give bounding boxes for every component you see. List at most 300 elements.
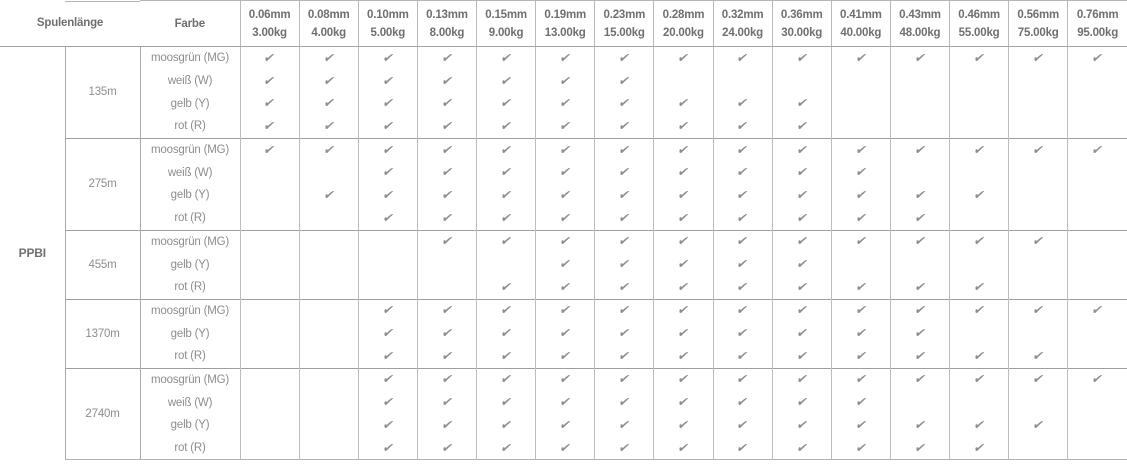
availability-cell-checked	[713, 184, 772, 207]
check-icon: ✔	[972, 440, 987, 455]
diameter-label: 0.76mm	[1076, 8, 1119, 21]
table-row	[0, 207, 1127, 230]
strength-label: 75.00kg	[1017, 26, 1059, 39]
availability-cell-checked	[831, 345, 890, 368]
availability-cell-empty	[240, 391, 299, 414]
check-icon: ✔	[735, 326, 750, 341]
availability-cell-checked	[831, 138, 890, 161]
availability-cell-checked	[831, 161, 890, 184]
availability-cell-checked	[772, 47, 831, 70]
check-icon: ✔	[1031, 142, 1046, 157]
availability-cell-checked	[772, 345, 831, 368]
check-icon: ✔	[499, 73, 514, 88]
availability-cell-empty	[299, 207, 358, 230]
check-icon: ✔	[676, 440, 691, 455]
check-icon: ✔	[676, 303, 691, 318]
availability-cell-empty	[299, 368, 358, 391]
availability-cell-checked	[1009, 368, 1068, 391]
check-icon: ✔	[972, 142, 987, 157]
series-label: PPBI	[18, 246, 46, 261]
availability-cell-checked	[950, 299, 1009, 322]
strength-label: 20.00kg	[663, 26, 704, 39]
availability-cell-checked	[890, 207, 949, 230]
availability-cell-checked	[595, 437, 654, 460]
check-icon: ✔	[794, 303, 809, 318]
color-label-cell: rot (R)	[140, 437, 240, 460]
availability-cell-checked	[1009, 345, 1068, 368]
availability-cell-empty	[299, 299, 358, 322]
availability-cell-checked	[1068, 299, 1127, 322]
check-icon: ✔	[794, 165, 809, 180]
check-icon: ✔	[854, 440, 868, 455]
strength-label: 48.00kg	[899, 26, 941, 39]
check-icon: ✔	[735, 118, 750, 133]
availability-cell-empty	[1009, 70, 1068, 93]
availability-cell-checked	[713, 276, 772, 299]
availability-cell-checked	[477, 230, 536, 253]
check-icon: ✔	[794, 210, 809, 225]
check-icon: ✔	[381, 187, 395, 202]
check-icon: ✔	[794, 395, 809, 410]
availability-cell-checked	[240, 70, 299, 93]
availability-cell-checked	[772, 276, 831, 299]
check-icon: ✔	[972, 417, 987, 432]
check-icon: ✔	[972, 348, 987, 363]
check-icon: ✔	[913, 303, 927, 318]
availability-cell-empty	[950, 115, 1009, 138]
check-icon: ✔	[381, 73, 395, 88]
availability-cell-empty	[950, 253, 1009, 276]
availability-cell-empty	[240, 253, 299, 276]
check-icon: ✔	[854, 165, 868, 180]
availability-cell-empty	[1068, 414, 1127, 437]
check-icon: ✔	[617, 303, 632, 318]
table-row	[0, 253, 1127, 276]
diameter-label: 0.08mm	[307, 8, 350, 21]
column-header-diameter-0.32mm	[713, 1, 772, 47]
check-icon: ✔	[617, 187, 632, 202]
check-icon: ✔	[440, 50, 454, 65]
check-icon: ✔	[854, 372, 868, 387]
strength-label: 5.00kg	[370, 26, 406, 39]
availability-cell-empty	[831, 115, 890, 138]
availability-cell-empty	[358, 230, 417, 253]
check-icon: ✔	[1090, 142, 1105, 157]
availability-cell-checked	[772, 414, 831, 437]
check-icon: ✔	[617, 279, 632, 294]
availability-cell-checked	[831, 207, 890, 230]
availability-cell-checked	[358, 70, 417, 93]
availability-cell-empty	[240, 207, 299, 230]
check-icon: ✔	[676, 50, 691, 65]
availability-cell-checked	[358, 161, 417, 184]
availability-cell-checked	[299, 47, 358, 70]
check-icon: ✔	[1031, 50, 1046, 65]
availability-cell-checked	[772, 230, 831, 253]
check-icon: ✔	[913, 348, 927, 363]
availability-cell-checked	[654, 391, 713, 414]
color-label-cell: weiß (W)	[140, 70, 240, 93]
column-header-diameter-0.46mm	[950, 1, 1009, 47]
spool-length-cell: 275m	[65, 138, 140, 230]
check-icon: ✔	[499, 348, 514, 363]
availability-cell-empty	[654, 70, 713, 93]
availability-cell-checked	[358, 345, 417, 368]
color-label-cell: moosgrün (MG)	[140, 368, 240, 391]
check-icon: ✔	[794, 348, 809, 363]
availability-cell-checked	[358, 138, 417, 161]
availability-cell-checked	[536, 115, 595, 138]
strength-label: 8.00kg	[429, 26, 465, 39]
availability-cell-empty	[831, 70, 890, 93]
availability-cell-checked	[654, 414, 713, 437]
check-icon: ✔	[1090, 372, 1105, 387]
availability-cell-checked	[713, 299, 772, 322]
availability-cell-checked	[536, 391, 595, 414]
check-icon: ✔	[735, 348, 750, 363]
availability-cell-checked	[477, 184, 536, 207]
availability-cell-checked	[358, 368, 417, 391]
check-icon: ✔	[913, 440, 927, 455]
availability-cell-checked	[358, 391, 417, 414]
availability-cell-empty	[1009, 184, 1068, 207]
availability-cell-checked	[417, 368, 476, 391]
check-icon: ✔	[617, 96, 632, 111]
check-icon: ✔	[440, 210, 454, 225]
check-icon: ✔	[735, 372, 750, 387]
column-header-diameter-0.06mm	[240, 1, 299, 47]
availability-cell-checked	[654, 184, 713, 207]
availability-cell-checked	[477, 299, 536, 322]
column-header-spool-length: Spulenlänge	[0, 1, 140, 47]
check-icon: ✔	[972, 234, 987, 249]
column-header-color: Farbe	[140, 1, 240, 47]
check-icon: ✔	[617, 440, 632, 455]
check-icon: ✔	[794, 257, 809, 272]
check-icon: ✔	[735, 165, 750, 180]
availability-cell-checked	[890, 230, 949, 253]
availability-cell-empty	[1068, 184, 1127, 207]
check-icon: ✔	[794, 234, 809, 249]
table-row	[0, 299, 1127, 322]
table-row	[0, 414, 1127, 437]
check-icon: ✔	[617, 118, 632, 133]
availability-cell-checked	[713, 322, 772, 345]
check-icon: ✔	[499, 440, 514, 455]
availability-cell-checked	[477, 207, 536, 230]
availability-cell-checked	[417, 322, 476, 345]
availability-cell-checked	[950, 414, 1009, 437]
availability-cell-checked	[831, 299, 890, 322]
availability-cell-checked	[713, 230, 772, 253]
diameter-label: 0.28mm	[662, 8, 705, 21]
spool-length-cell: 2740m	[65, 368, 140, 460]
availability-cell-empty	[890, 391, 949, 414]
check-icon: ✔	[617, 348, 632, 363]
check-icon: ✔	[321, 96, 336, 111]
column-header-diameter-0.76mm	[1068, 1, 1127, 47]
check-icon: ✔	[676, 279, 691, 294]
check-icon: ✔	[321, 142, 336, 157]
check-icon: ✔	[262, 142, 277, 157]
table-row	[0, 70, 1127, 93]
availability-cell-checked	[831, 437, 890, 460]
availability-cell-empty	[240, 345, 299, 368]
spool-length-cell: 455m	[65, 230, 140, 299]
availability-cell-empty	[1068, 70, 1127, 93]
check-icon: ✔	[558, 348, 573, 363]
availability-cell-checked	[595, 115, 654, 138]
availability-cell-empty	[950, 70, 1009, 93]
check-icon: ✔	[558, 417, 573, 432]
check-icon: ✔	[972, 372, 987, 387]
availability-cell-checked	[890, 322, 949, 345]
availability-cell-checked	[358, 115, 417, 138]
check-icon: ✔	[617, 165, 632, 180]
availability-cell-empty	[890, 70, 949, 93]
availability-cell-checked	[1068, 47, 1127, 70]
column-header-diameter-0.15mm	[477, 1, 536, 47]
availability-cell-checked	[417, 391, 476, 414]
check-icon: ✔	[972, 187, 987, 202]
check-icon: ✔	[558, 234, 573, 249]
check-icon: ✔	[617, 73, 632, 88]
check-icon: ✔	[262, 118, 277, 133]
check-icon: ✔	[558, 50, 573, 65]
check-icon: ✔	[676, 326, 691, 341]
availability-cell-checked	[477, 322, 536, 345]
check-icon: ✔	[854, 395, 868, 410]
availability-cell-checked	[1068, 368, 1127, 391]
availability-cell-empty	[1009, 322, 1068, 345]
availability-cell-checked	[536, 414, 595, 437]
availability-cell-checked	[890, 299, 949, 322]
strength-label: 3.00kg	[252, 26, 287, 39]
check-icon: ✔	[499, 96, 514, 111]
availability-cell-checked	[654, 299, 713, 322]
column-header-diameter-0.28mm	[654, 1, 713, 47]
availability-cell-checked	[477, 276, 536, 299]
availability-cell-empty	[299, 230, 358, 253]
check-icon: ✔	[794, 440, 809, 455]
availability-cell-checked	[772, 368, 831, 391]
check-icon: ✔	[381, 326, 395, 341]
check-icon: ✔	[794, 96, 809, 111]
availability-cell-empty	[1009, 115, 1068, 138]
table-row	[0, 115, 1127, 138]
availability-cell-empty	[299, 345, 358, 368]
check-icon: ✔	[381, 96, 395, 111]
check-icon: ✔	[854, 187, 868, 202]
table-row	[0, 161, 1127, 184]
availability-cell-checked	[772, 299, 831, 322]
check-icon: ✔	[381, 440, 395, 455]
availability-cell-checked	[772, 184, 831, 207]
availability-cell-checked	[417, 207, 476, 230]
check-icon: ✔	[262, 50, 277, 65]
column-header-diameter-0.36mm	[772, 1, 831, 47]
diameter-label: 0.46mm	[958, 8, 1000, 21]
availability-cell-checked	[417, 138, 476, 161]
availability-cell-checked	[358, 184, 417, 207]
availability-cell-checked	[477, 391, 536, 414]
check-icon: ✔	[440, 326, 454, 341]
check-icon: ✔	[558, 187, 573, 202]
availability-cell-checked	[654, 92, 713, 115]
check-icon: ✔	[558, 326, 573, 341]
availability-cell-checked	[477, 345, 536, 368]
availability-cell-checked	[595, 230, 654, 253]
availability-cell-checked	[477, 92, 536, 115]
availability-cell-checked	[477, 115, 536, 138]
availability-cell-empty	[240, 184, 299, 207]
check-icon: ✔	[617, 257, 632, 272]
availability-cell-empty	[1009, 253, 1068, 276]
availability-cell-empty	[1068, 253, 1127, 276]
color-label-cell: moosgrün (MG)	[140, 47, 240, 70]
check-icon: ✔	[1031, 303, 1046, 318]
availability-cell-checked	[1009, 299, 1068, 322]
check-icon: ✔	[913, 50, 927, 65]
availability-cell-empty	[1009, 161, 1068, 184]
availability-cell-checked	[417, 161, 476, 184]
check-icon: ✔	[617, 142, 632, 157]
check-icon: ✔	[381, 395, 395, 410]
availability-cell-empty	[950, 322, 1009, 345]
availability-cell-checked	[890, 368, 949, 391]
check-icon: ✔	[794, 372, 809, 387]
availability-cell-checked	[654, 437, 713, 460]
table-row	[0, 437, 1127, 460]
column-header-diameter-0.08mm	[299, 1, 358, 47]
availability-cell-checked	[240, 92, 299, 115]
check-icon: ✔	[735, 440, 750, 455]
availability-cell-checked	[950, 138, 1009, 161]
availability-cell-empty	[1009, 92, 1068, 115]
availability-cell-checked	[713, 115, 772, 138]
availability-cell-checked	[831, 322, 890, 345]
color-label-cell: gelb (Y)	[140, 184, 240, 207]
availability-cell-checked	[477, 368, 536, 391]
availability-cell-checked	[536, 47, 595, 70]
diameter-label: 0.56mm	[1017, 8, 1060, 21]
availability-cell-checked	[536, 161, 595, 184]
availability-cell-empty	[299, 161, 358, 184]
check-icon: ✔	[499, 50, 514, 65]
color-label-cell: gelb (Y)	[140, 414, 240, 437]
check-icon: ✔	[913, 326, 927, 341]
check-icon: ✔	[794, 118, 809, 133]
check-icon: ✔	[381, 210, 395, 225]
availability-cell-empty	[299, 253, 358, 276]
availability-cell-checked	[240, 138, 299, 161]
check-icon: ✔	[558, 372, 573, 387]
availability-cell-empty	[240, 368, 299, 391]
availability-cell-checked	[358, 47, 417, 70]
check-icon: ✔	[440, 165, 454, 180]
check-icon: ✔	[381, 165, 395, 180]
check-icon: ✔	[676, 257, 691, 272]
check-icon: ✔	[558, 96, 573, 111]
check-icon: ✔	[558, 279, 573, 294]
check-icon: ✔	[321, 118, 336, 133]
table-row	[0, 184, 1127, 207]
check-icon: ✔	[617, 234, 632, 249]
availability-cell-checked	[417, 115, 476, 138]
availability-cell-checked	[890, 345, 949, 368]
table-row	[0, 138, 1127, 161]
availability-cell-checked	[654, 253, 713, 276]
check-icon: ✔	[735, 257, 750, 272]
diameter-label: 0.19mm	[544, 8, 587, 21]
table-row	[0, 391, 1127, 414]
table-header-row	[0, 1, 1127, 47]
availability-cell-checked	[713, 253, 772, 276]
availability-cell-checked	[831, 391, 890, 414]
diameter-label: 0.36mm	[780, 8, 823, 21]
table-row	[0, 230, 1127, 253]
availability-cell-checked	[299, 138, 358, 161]
check-icon: ✔	[972, 303, 987, 318]
availability-cell-empty	[240, 437, 299, 460]
column-header-diameter-0.19mm	[536, 1, 595, 47]
availability-cell-checked	[772, 138, 831, 161]
availability-cell-empty	[890, 115, 949, 138]
diameter-label: 0.15mm	[485, 8, 527, 21]
availability-cell-checked	[713, 368, 772, 391]
check-icon: ✔	[1031, 417, 1046, 432]
availability-cell-empty	[831, 92, 890, 115]
availability-cell-empty	[950, 92, 1009, 115]
color-label-cell: rot (R)	[140, 207, 240, 230]
availability-cell-empty	[299, 276, 358, 299]
availability-cell-checked	[654, 47, 713, 70]
check-icon: ✔	[617, 372, 632, 387]
availability-cell-checked	[299, 184, 358, 207]
check-icon: ✔	[262, 96, 277, 111]
check-icon: ✔	[854, 279, 868, 294]
spool-length-cell: 135m	[65, 47, 140, 139]
check-icon: ✔	[676, 187, 691, 202]
check-icon: ✔	[558, 142, 573, 157]
check-icon: ✔	[499, 326, 514, 341]
check-icon: ✔	[617, 395, 632, 410]
availability-cell-empty	[1068, 207, 1127, 230]
availability-cell-checked	[831, 368, 890, 391]
color-label-cell: gelb (Y)	[140, 253, 240, 276]
column-header-diameter-0.41mm	[831, 1, 890, 47]
check-icon: ✔	[972, 279, 987, 294]
check-icon: ✔	[735, 234, 750, 249]
column-header-diameter-0.10mm	[358, 1, 417, 47]
check-icon: ✔	[558, 440, 573, 455]
availability-cell-checked	[595, 322, 654, 345]
check-icon: ✔	[854, 417, 868, 432]
availability-cell-checked	[417, 184, 476, 207]
check-icon: ✔	[558, 73, 573, 88]
table-row	[0, 345, 1127, 368]
diameter-label: 0.43mm	[899, 8, 941, 21]
availability-cell-checked	[417, 414, 476, 437]
check-icon: ✔	[794, 187, 809, 202]
availability-cell-empty	[1068, 345, 1127, 368]
diameter-label: 0.23mm	[603, 8, 646, 21]
availability-cell-empty	[477, 253, 536, 276]
check-icon: ✔	[499, 142, 514, 157]
check-icon: ✔	[676, 165, 691, 180]
availability-cell-checked	[831, 276, 890, 299]
check-icon: ✔	[676, 372, 691, 387]
